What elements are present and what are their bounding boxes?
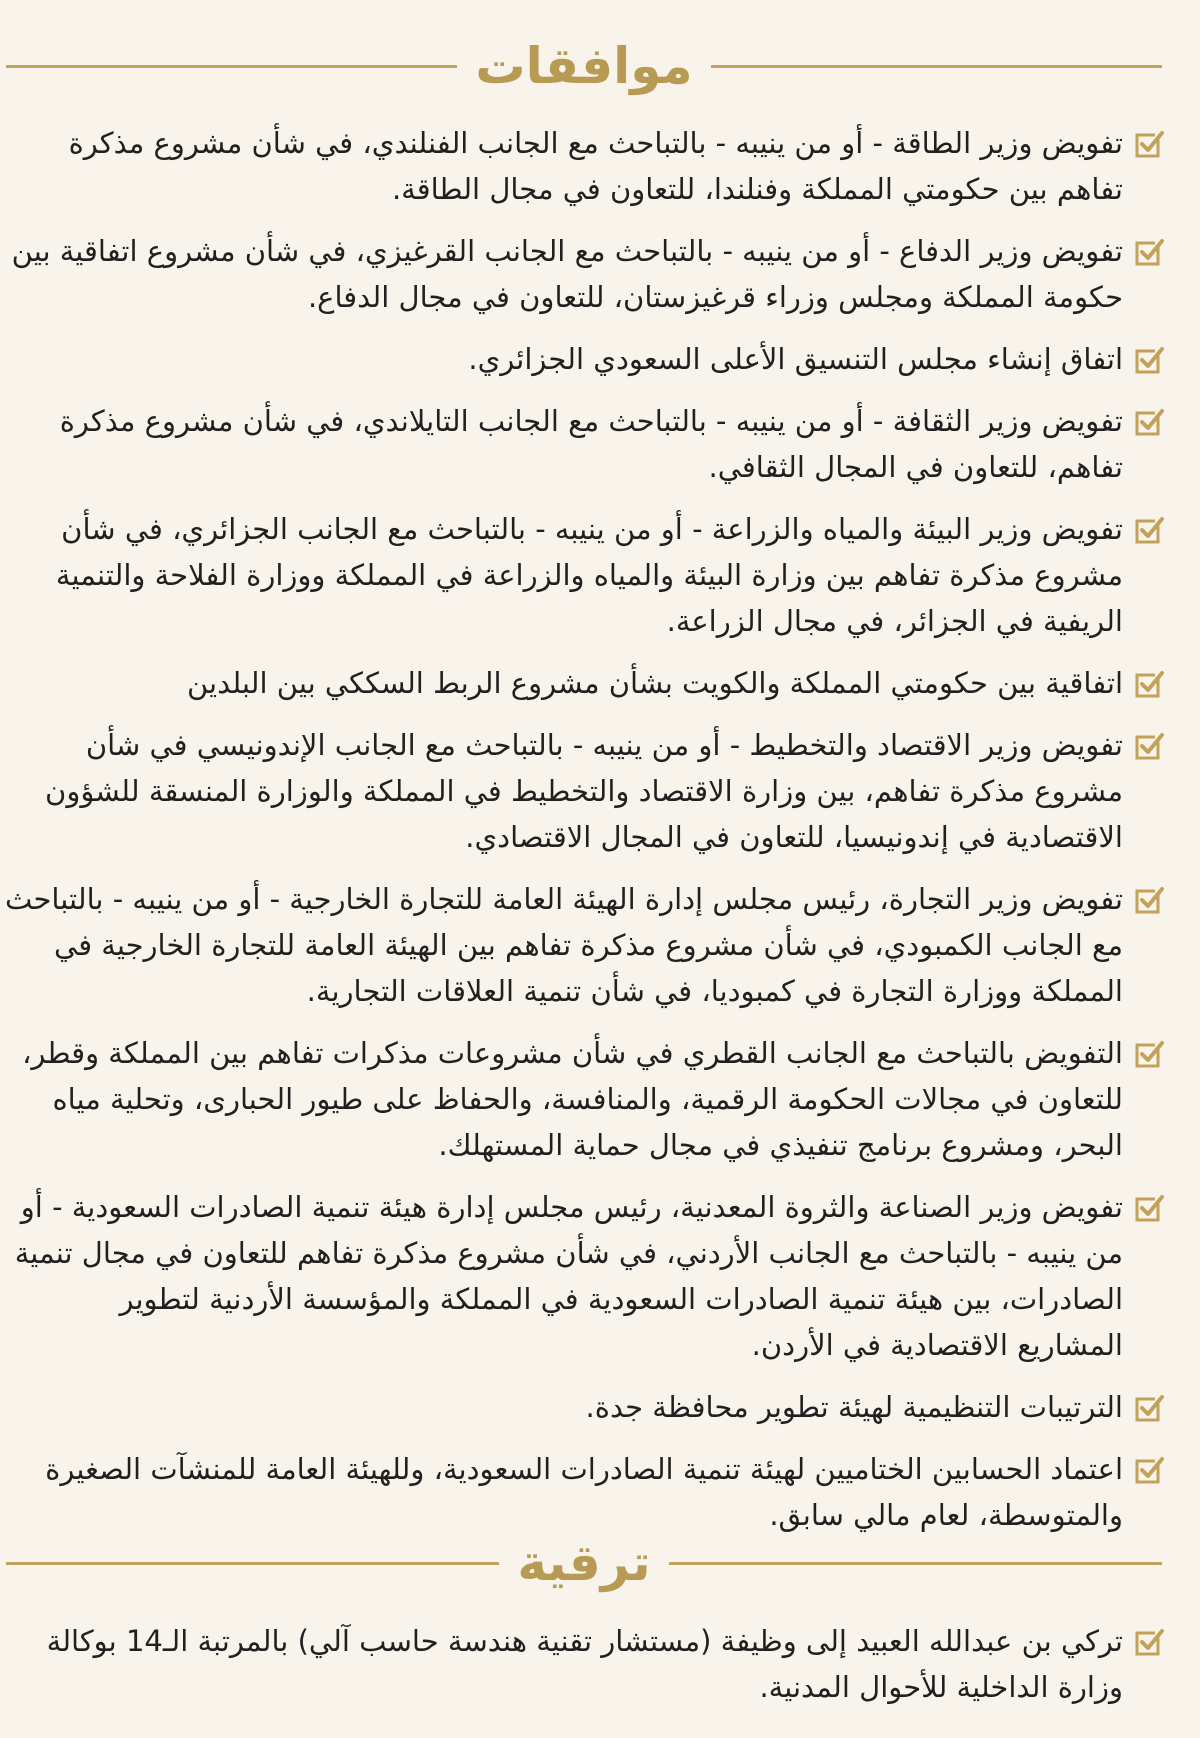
- list-item: [5, 1446, 1165, 1538]
- list-item: [5, 1184, 1165, 1368]
- divider-line: [6, 65, 457, 68]
- item-text: الترتيبات التنظيمية لهيئة تطوير محافظة جدة.: [585, 1390, 1123, 1424]
- section-title-promotion: ترقية: [517, 1534, 651, 1592]
- checked-box-icon: [1133, 884, 1165, 916]
- checked-box-icon: [1133, 514, 1165, 546]
- divider-line: [711, 65, 1162, 68]
- section-header-approvals: [6, 36, 1162, 96]
- checked-box-icon: [1133, 730, 1165, 762]
- checked-box-icon: [1133, 1392, 1165, 1424]
- checked-box-icon: [1133, 236, 1165, 268]
- list-item: [5, 398, 1165, 490]
- list-item: [5, 336, 1165, 382]
- checked-box-icon: [1133, 1192, 1165, 1224]
- item-text: تفويض وزير الطاقة - أو من ينيبه - بالتباحث مع الجانب الفنلندي، في شأن مشروع مذكرة تفاهم بين حكومتي المملكة وفنلندا، للتعاون في مجال الطاقة.: [68, 126, 1123, 206]
- item-text: تفويض وزير التجارة، رئيس مجلس إدارة الهيئة العامة للتجارة الخارجية - أو من ينيبه - بالتباحث مع الجانب الكمبودي، في شأن مشروع مذكرة تفاهم بين الهيئة العامة للتجارة الخارجية في المملكة ووزارة التجارة في كمبوديا، في شأن تنمية العلاقات التجارية.: [5, 882, 1123, 1008]
- list-item: [5, 876, 1165, 1014]
- item-text: تفويض وزير البيئة والمياه والزراعة - أو من ينيبه - بالتباحث مع الجانب الجزائري، في شأن مشروع مذكرة تفاهم بين وزارة البيئة والمياه والزراعة في المملكة ووزارة الفلاحة والتنمية الريفية في الجزائر، في مجال الزراعة.: [55, 512, 1123, 638]
- item-text: تفويض وزير الثقافة - أو من ينيبه - بالتباحث مع الجانب التايلاندي، في شأن مشروع مذكرة تفاهم، للتعاون في المجال الثقافي.: [59, 404, 1123, 484]
- section-header-promotion: [6, 1533, 1162, 1593]
- checked-box-icon: [1133, 1626, 1165, 1658]
- section-title-approvals: موافقات: [475, 37, 693, 95]
- checked-box-icon: [1133, 668, 1165, 700]
- divider-line: [669, 1562, 1162, 1565]
- divider-line: [6, 1562, 499, 1565]
- list-item: [5, 1618, 1165, 1710]
- item-text: تفويض وزير الاقتصاد والتخطيط - أو من ينيبه - بالتباحث مع الجانب الإندونيسي في شأن مشروع مذكرة تفاهم، بين وزارة الاقتصاد والتخطيط في المملكة والوزارة المنسقة للشؤون الاقتصادية في إندونيسيا، للتعاون في المجال الاقتصادي.: [45, 728, 1123, 854]
- item-text: اتفاقية بين حكومتي المملكة والكويت بشأن مشروع الربط السككي بين البلدين: [186, 666, 1123, 700]
- list-item: [5, 120, 1165, 212]
- item-text: التفويض بالتباحث مع الجانب القطري في شأن مشروعات مذكرات تفاهم بين المملكة وقطر، للتعاون في مجالات الحكومة الرقمية، والمنافسة، والحفاظ على طيور الحبارى، وتحلية مياه البحر، ومشروع برنامج تنفيذي في مجال حماية المستهلك.: [22, 1036, 1123, 1162]
- item-text: اتفاق إنشاء مجلس التنسيق الأعلى السعودي الجزائري.: [468, 342, 1123, 376]
- approvals-list: [5, 120, 1165, 1554]
- checked-box-icon: [1133, 406, 1165, 438]
- list-item: [5, 722, 1165, 860]
- checked-box-icon: [1133, 344, 1165, 376]
- checked-box-icon: [1133, 128, 1165, 160]
- list-item: [5, 506, 1165, 644]
- checked-box-icon: [1133, 1454, 1165, 1486]
- item-text: تفويض وزير الدفاع - أو من ينيبه - بالتباحث مع الجانب القرغيزي، في شأن مشروع اتفاقية بين حكومة المملكة ومجلس وزراء قرغيزستان، للتعاون في مجال الدفاع.: [11, 234, 1123, 314]
- list-item: [5, 1030, 1165, 1168]
- list-item: [5, 660, 1165, 706]
- item-text: اعتماد الحسابين الختاميين لهيئة تنمية الصادرات السعودية، وللهيئة العامة للمنشآت الصغيرة والمتوسطة، لعام مالي سابق.: [45, 1452, 1123, 1532]
- checked-box-icon: [1133, 1038, 1165, 1070]
- item-text: تفويض وزير الصناعة والثروة المعدنية، رئيس مجلس إدارة هيئة تنمية الصادرات السعودية - أو من ينيبه - بالتباحث مع الجانب الأردني، في شأن مشروع مذكرة تفاهم للتعاون في مجال تنمية الصادرات، بين هيئة تنمية الصادرات السعودية في المملكة والمؤسسة الأردنية لتطوير المشاريع الاقتصادية في الأردن.: [14, 1190, 1123, 1362]
- list-item: [5, 1384, 1165, 1430]
- list-item: [5, 228, 1165, 320]
- promotion-list: [5, 1618, 1165, 1726]
- item-text: تركي بن عبدالله العبيد إلى وظيفة (مستشار تقنية هندسة حاسب آلي) بالمرتبة الـ14 بوكالة وزارة الداخلية للأحوال المدنية.: [46, 1624, 1123, 1704]
